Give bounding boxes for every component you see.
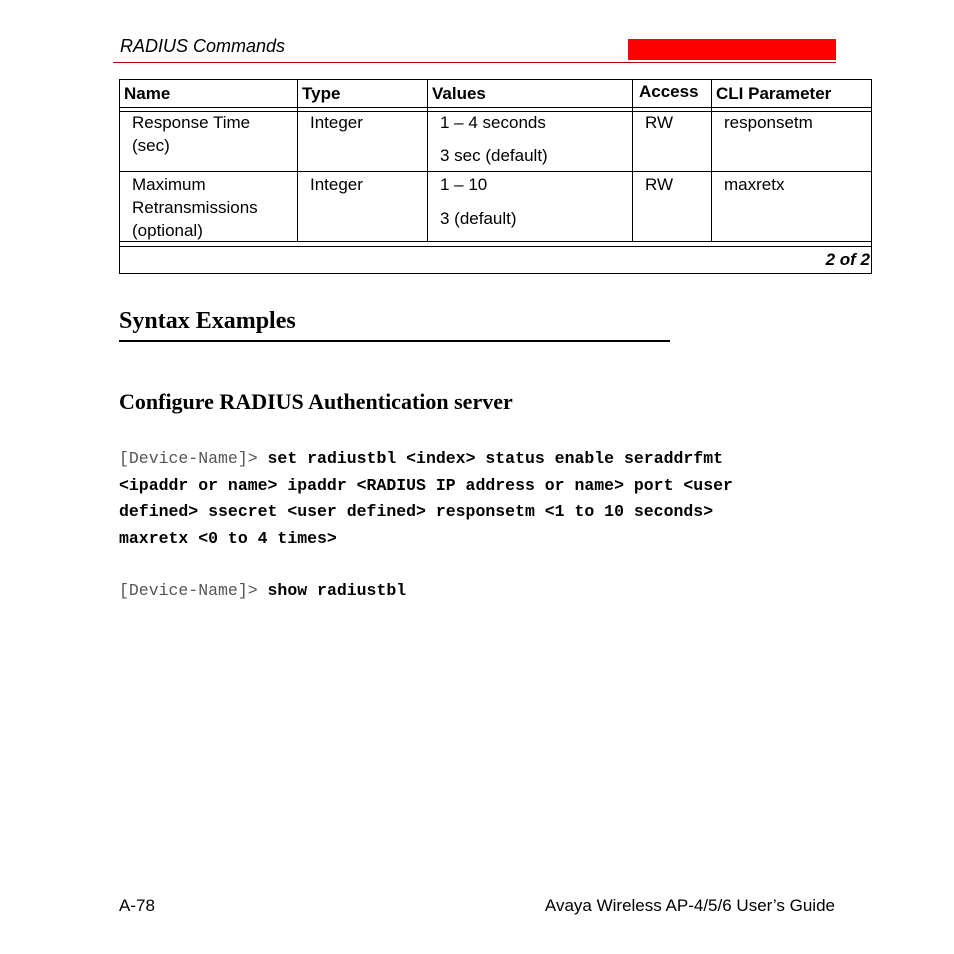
column-header-values: Values — [432, 84, 486, 103]
cell-type: Integer — [310, 175, 363, 194]
cell-cli-parameter: maxretx — [724, 175, 785, 194]
code-line: defined> ssecret <user defined> responsetm <1 to 10 seconds> — [119, 502, 714, 521]
cell-line: (optional) — [132, 221, 203, 240]
table-divider — [297, 79, 298, 242]
table-page-indicator: 2 of 2 — [825, 250, 870, 269]
code-line: <ipaddr or name> ipaddr <RADIUS IP address or name> port <user — [119, 475, 733, 495]
cell-values-default: 3 (default) — [440, 209, 517, 228]
cell-access: RW — [645, 175, 674, 194]
code-line: set radiustbl <index> status enable seraddrfmt — [267, 449, 724, 468]
cell-name — [132, 111, 250, 157]
table-divider — [427, 79, 428, 242]
header-accent-bar — [628, 39, 836, 60]
cli-prompt: [Device-Name]> — [119, 581, 258, 600]
code-example-set — [119, 446, 733, 552]
cell-line: Maximum — [132, 175, 206, 194]
cell-values-range: 1 – 10 — [440, 175, 488, 194]
cell-line: Retransmissions — [132, 198, 258, 217]
code-line: maxretx <0 to 4 times> — [119, 528, 337, 548]
table-divider — [632, 79, 633, 242]
cell-values-range: 1 – 4 seconds — [440, 113, 546, 132]
table-divider — [119, 107, 872, 108]
code-example-show — [119, 578, 406, 605]
cell-access: RW — [645, 113, 674, 132]
cell-cli-parameter: responsetm — [724, 113, 813, 132]
section-rule — [119, 340, 670, 342]
cell-values-default: 3 sec (default) — [440, 146, 548, 165]
header-rule — [113, 62, 836, 63]
cell-line: Response Time — [132, 113, 251, 132]
cli-prompt: [Device-Name]> — [119, 449, 258, 468]
cell-type: Integer — [310, 113, 363, 132]
subsection-heading: Configure RADIUS Authentication server — [119, 389, 513, 414]
column-header-name: Name — [124, 84, 171, 103]
table-divider — [119, 171, 872, 172]
code-line: show radiustbl — [267, 581, 407, 600]
running-header-title: RADIUS Commands — [120, 36, 286, 56]
cell-name — [132, 173, 258, 242]
column-header-cli-parameter: CLI Parameter — [716, 84, 832, 103]
column-header-type: Type — [302, 84, 341, 103]
table-divider — [711, 79, 712, 242]
cell-line: (sec) — [132, 136, 170, 155]
page-number: A-78 — [119, 896, 155, 915]
section-heading: Syntax Examples — [119, 308, 296, 334]
table-divider — [119, 246, 872, 247]
guide-title: Avaya Wireless AP-4/5/6 User’s Guide — [544, 896, 835, 915]
column-header-access: Access — [639, 82, 699, 101]
